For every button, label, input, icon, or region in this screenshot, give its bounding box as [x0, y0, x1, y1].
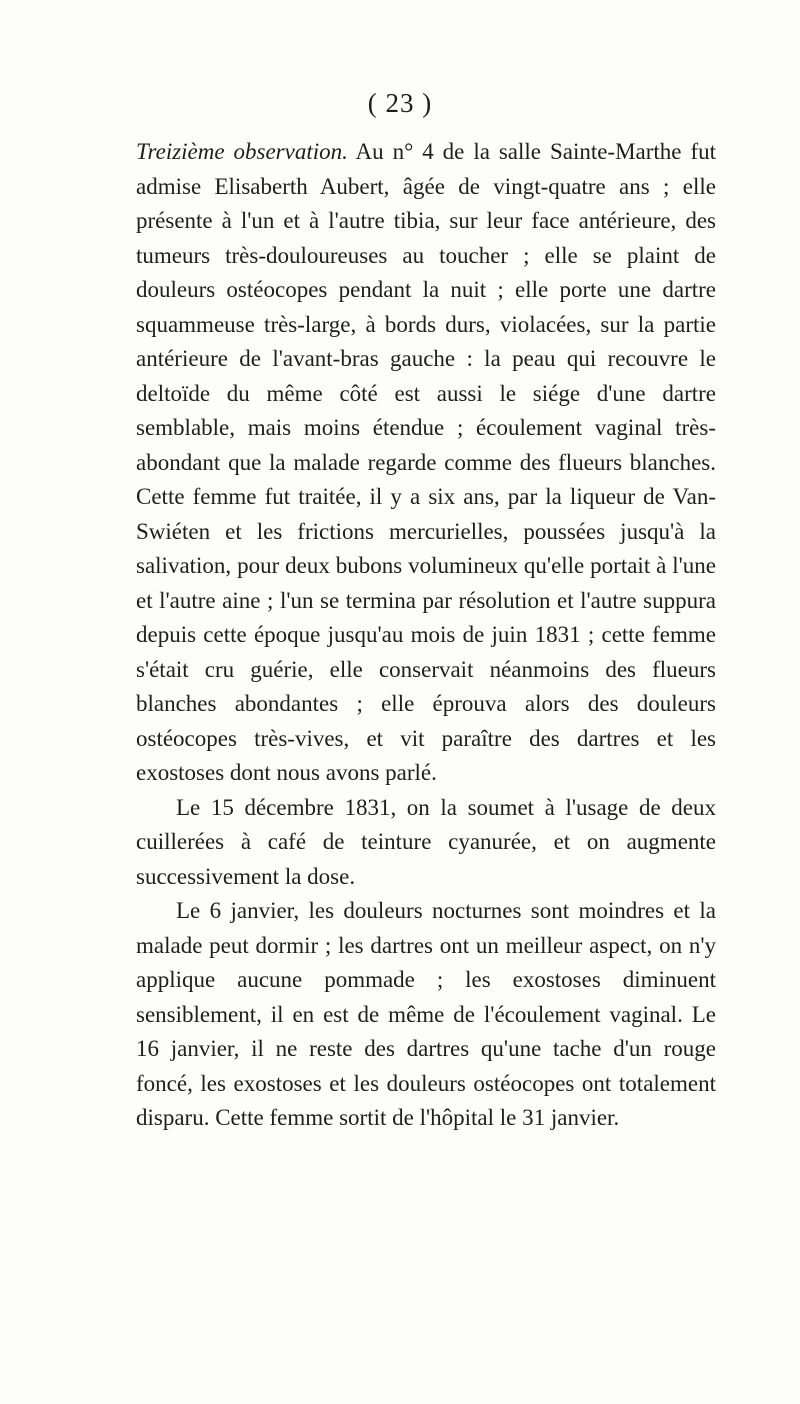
paragraph-december-15: Le 15 décembre 1831, on la soumet à l'usage de deux cuillerées à café de teinture cyanurée, et on augmente successivement la dose.: [136, 794, 716, 889]
page-number: ( 23 ): [367, 88, 433, 118]
observation-heading: Treizième observation.: [136, 139, 348, 164]
body-text: [136, 135, 716, 1136]
paragraph-observation: [136, 135, 716, 791]
paragraph-text: Au n° 4 de la salle Sainte-Marthe fut admise Elisaberth Aubert, âgée de vingt-quatre ans ; elle présente à l'un et à l'autre tibia, sur leur face antérieure, des tumeurs très-douloureuses au toucher ; elle se plaint de douleurs ostéocopes pendant la nuit ; elle porte une dartre squammeuse très-large, à bords durs, violacées, sur la partie antérieure de l'avant-bras gauche : la peau qui recouvre le deltoïde du même côté est aussi le siége d'une dartre semblable, mais moins étendue ; écoulement vaginal très-abondant que la malade regarde comme des flueurs blanches. Cette femme fut traitée, il y a six ans, par la liqueur de Van-Swiéten et les frictions mercurielles, poussées jusqu'à la salivation, pour deux bubons volumineux qu'elle portait à l'une et l'autre aine ; l'un se termina par résolution et l'autre suppura depuis cette époque jusqu'au mois de juin 1831 ; cette femme s'était cru guérie, elle conservait néanmoins des flueurs blanches abondantes ; elle éprouva alors des douleurs ostéocopes très-vives, et vit paraître des dartres et les exostoses dont nous avons parlé.: [136, 139, 716, 785]
paragraph-january-6: Le 6 janvier, les douleurs nocturnes sont moindres et la malade peut dormir ; les dartres ont un meilleur aspect, on n'y applique aucune pommade ; les exostoses diminuent sensiblement, il en est de même de l'écoulement vaginal. Le 16 janvier, il ne reste des dartres qu'une tache d'un rouge foncé, les exostoses et les douleurs ostéocopes ont totalement disparu. Cette femme sortit de l'hôpital le 31 janvier.: [136, 898, 716, 1130]
